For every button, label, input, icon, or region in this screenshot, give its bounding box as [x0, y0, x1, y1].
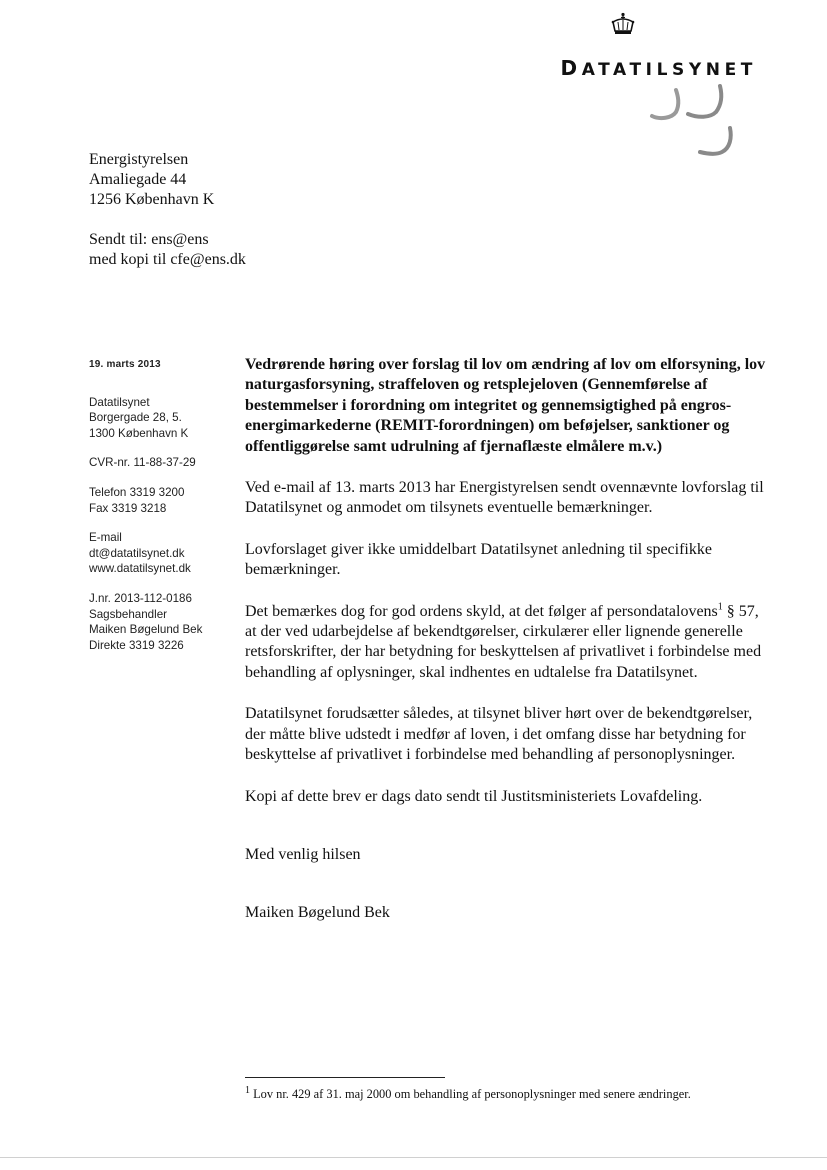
organization-wordmark — [531, 56, 757, 80]
recipient-street: Amaliegade 44 — [89, 171, 187, 188]
case-handler-name: Maiken Bøgelund Bek — [89, 623, 203, 637]
copy-to-line: med kopi til cfe@ens.dk — [89, 251, 246, 268]
footnote-divider — [245, 1077, 445, 1078]
website: www.datatilsynet.dk — [89, 562, 191, 576]
sender-city: 1300 København K — [89, 426, 189, 440]
email-label: E-mail — [89, 531, 122, 545]
letter-subject: Vedrørende høring over forslag til lov om ændring af lov om elforsyning, lov naturgasforsyning, straffeloven og retsplejeloven (Gennemførelse af bestemmelser i forordning om integritet og gennemsigtighed på engros-energimarkederne (REMIT-forordningen) om beføjelser, sanktioner og offentliggørelse samt udrulning af fjernaflæste elmålere m.v.) — [245, 356, 766, 455]
email-address: dt@datatilsynet.dk — [89, 546, 185, 560]
paragraph-3 — [245, 602, 767, 684]
scan-edge-line — [0, 1157, 827, 1158]
recipient-city: 1256 København K — [89, 191, 215, 208]
paragraph-5: Kopi af dette brev er dags dato sendt til Justitsministeriets Lovafdeling. — [245, 787, 703, 805]
sent-to-block — [89, 230, 246, 270]
wordmark-rest: ATATILSYNET — [581, 60, 757, 80]
letter-body — [245, 355, 767, 924]
sender-sidebar — [89, 357, 239, 653]
fax-number: Fax 3319 3218 — [89, 501, 167, 515]
sender-name: Datatilsynet — [89, 395, 150, 409]
paragraph-4: Datatilsynet forudsætter således, at tilsynet bliver hørt over de bekendtgørelser, der måtte blive udstedt i medfør af loven, i det omfang disse har betydning for beskyttelse af privatlivet i forbindelse med behandling af personoplysninger. — [245, 705, 753, 764]
footnote-reference: 1 — [717, 601, 723, 613]
signature-name: Maiken Bøgelund Bek — [245, 904, 390, 922]
case-handler-label: Sagsbehandler — [89, 607, 167, 621]
direct-phone: Direkte 3319 3226 — [89, 638, 184, 652]
footnote — [245, 1086, 785, 1102]
paragraph-3-start: Det bemærkes dog for god ordens skyld, at det følger af persondatalovens — [245, 602, 718, 620]
recipient-address — [89, 150, 214, 210]
sender-street: Borgergade 28, 5. — [89, 411, 182, 425]
journal-number: J.nr. 2013-112-0186 — [89, 591, 192, 605]
letter-date: 19. marts 2013 — [89, 359, 161, 370]
letterhead-logo — [531, 12, 757, 80]
handwritten-initials-stamp — [614, 82, 744, 164]
wordmark-initial: D — [560, 56, 582, 80]
recipient-name: Energistyrelsen — [89, 151, 189, 168]
paragraph-3-end: § 57, at der ved udarbejdelse af bekendtgørelser, cirkulærer eller lignende generelle retsforskrifter, der har betydning for beskyttelsen af privatlivet i forbindelse med behandling af oplysninger, skal indhentes en udtalelse fra Datatilsynet. — [245, 602, 762, 681]
royal-crown-icon — [609, 12, 637, 38]
phone-number: Telefon 3319 3200 — [89, 485, 185, 499]
footnote-text: Lov nr. 429 af 31. maj 2000 om behandling af personoplysninger med senere ændringer. — [250, 1087, 691, 1101]
closing-greeting: Med venlig hilsen — [245, 845, 361, 863]
paragraph-2: Lovforslaget giver ikke umiddelbart Datatilsynet anledning til specifikke bemærkninger. — [245, 540, 712, 579]
sent-to-line: Sendt til: ens@ens — [89, 231, 209, 248]
footnote-marker: 1 — [245, 1084, 250, 1096]
paragraph-1: Ved e-mail af 13. marts 2013 har Energistyrelsen sendt ovennævnte lovforslag til Datatilsynet og anmodet om tilsynets eventuelle bemærkninger. — [245, 479, 764, 517]
cvr-number: CVR-nr. 11-88-37-29 — [89, 456, 196, 470]
